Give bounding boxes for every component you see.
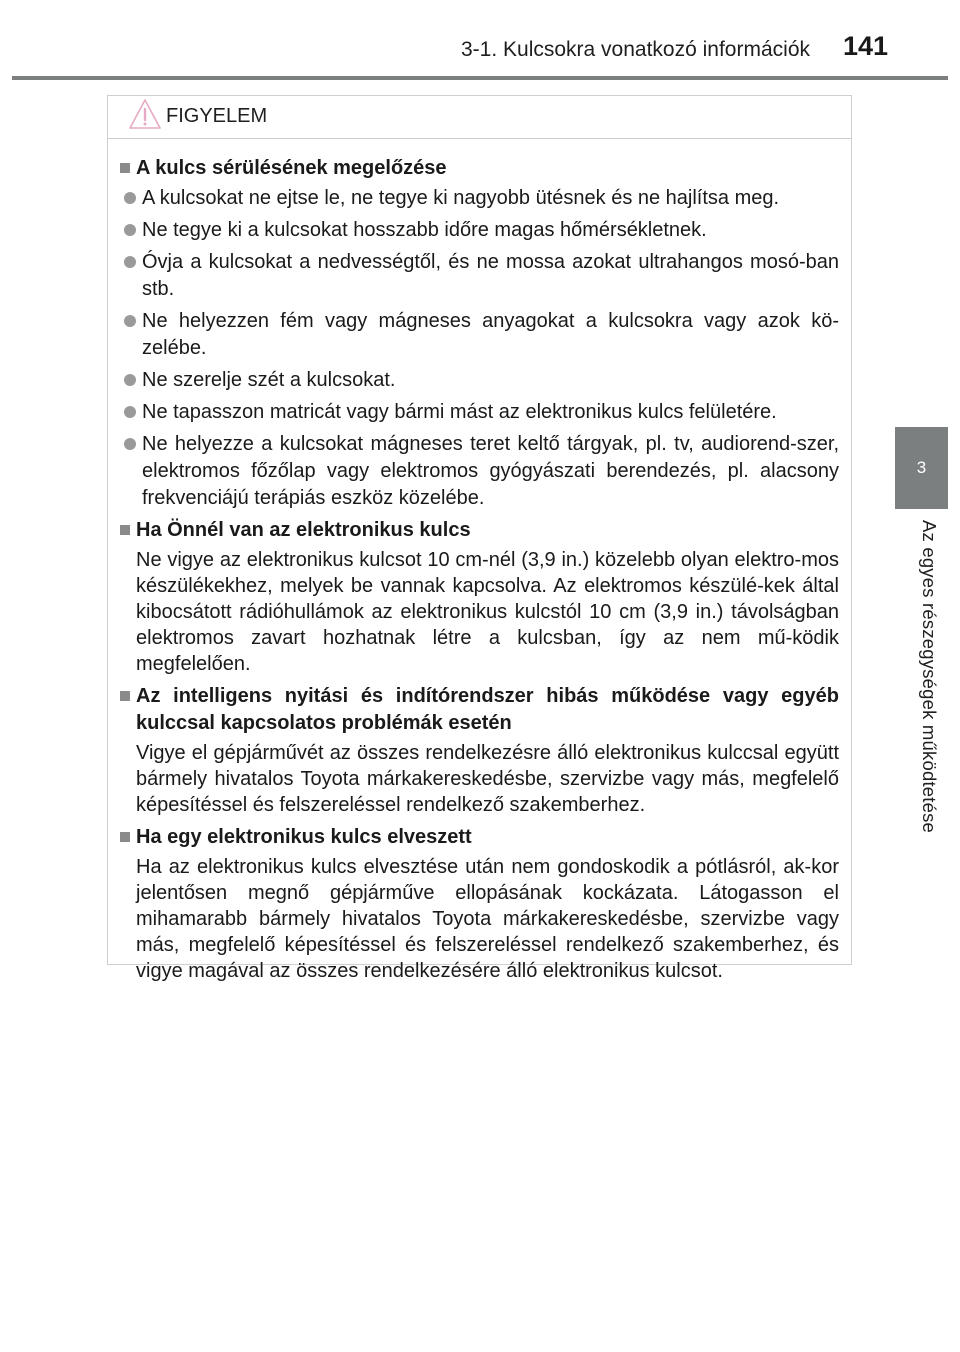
circle-bullet-icon xyxy=(124,374,136,386)
square-bullet-icon xyxy=(120,691,130,701)
list-item: Ne tapasszon matricát vagy bármi mást az elektronikus kulcs felületére. xyxy=(120,399,839,426)
warning-triangle-icon xyxy=(128,97,162,131)
square-bullet-icon xyxy=(120,163,130,173)
section-paragraph: Ne vigye az elektronikus kulcsot 10 cm-nél (3,9 in.) közelebb olyan elektro-mos készülékekhez, melyek be vannak kapcsolva. Az elektromos készülé-kek által kibocsátott rádióhullámok az elektronikus kulcstól 10 cm (3,9 in.) távolságban elektromos zavart hozhatnak létre a kulcsban, így az nem mű-ködik megfelelően. xyxy=(136,549,839,675)
list-item: Óvja a kulcsokat a nedvességtől, és ne mossa azokat ultrahangos mosó-ban stb. xyxy=(120,249,839,303)
caution-body xyxy=(108,139,851,984)
section-carrying-key xyxy=(120,517,839,677)
section-heading: Ha Önnél van az elektronikus kulcs xyxy=(120,517,839,544)
section-lost-key xyxy=(120,824,839,984)
chapter-label: Az egyes részegységek működtetése xyxy=(919,520,940,834)
section-system-malfunction xyxy=(120,683,839,818)
section-key-damage xyxy=(120,155,839,512)
chapter-number: 3 xyxy=(916,458,927,477)
caution-title: FIGYELEM xyxy=(166,105,268,127)
header-title: 3-1. Kulcsokra vonatkozó információk xyxy=(461,38,810,61)
circle-bullet-icon xyxy=(124,224,136,236)
list-item: Ne szerelje szét a kulcsokat. xyxy=(120,367,839,394)
section-heading: Ha egy elektronikus kulcs elveszett xyxy=(120,824,839,851)
square-bullet-icon xyxy=(120,525,130,535)
section-heading: Az intelligens nyitási és indítórendszer hibás működése vagy egyéb kulccsal kapcsolatos problémák esetén xyxy=(120,683,839,737)
list-item: Ne helyezzen fém vagy mágneses anyagokat a kulcsokra vagy azok kö-zelébe. xyxy=(120,308,839,362)
list-item: Ne helyezze a kulcsokat mágneses teret keltő tárgyak, pl. tv, audiorend-szer, elektromos főzőlap vagy elektromos gyógyászati berendezés, pl. alacsony frekvenciájú terápiás eszköz közelébe. xyxy=(120,431,839,512)
circle-bullet-icon xyxy=(124,406,136,418)
chapter-tab xyxy=(895,427,948,509)
circle-bullet-icon xyxy=(124,256,136,268)
section-paragraph: Vigye el gépjárművét az összes rendelkezésre álló elektronikus kulccsal együtt bármely hivatalos Toyota márkakereskedésbe, szervizbe vagy más, megfelelő képesítéssel és felszereléssel rendelkező szakemberhez. xyxy=(136,742,839,816)
header-rule xyxy=(12,76,948,80)
square-bullet-icon xyxy=(120,832,130,842)
section-paragraph: Ha az elektronikus kulcs elvesztése után nem gondoskodik a pótlásról, ak-kor jelentősen megnő gépjárműve ellopásának kockázata. Látogasson el mihamarabb bármely hivatalos Toyota márkakereskedésbe, szervizbe vagy más, megfelelő képesítéssel és felszereléssel rendelkező szakemberhez, és vigye magával az összes rendelkezésére álló elektronikus kulcsot. xyxy=(136,856,839,982)
circle-bullet-icon xyxy=(124,315,136,327)
caution-header xyxy=(108,96,851,139)
caution-box xyxy=(107,95,852,982)
section-heading: A kulcs sérülésének megelőzése xyxy=(120,155,839,182)
page-number: 141 xyxy=(842,31,888,61)
list-item: A kulcsokat ne ejtse le, ne tegye ki nagyobb ütésnek és ne hajlítsa meg. xyxy=(120,185,839,212)
circle-bullet-icon xyxy=(124,438,136,450)
circle-bullet-icon xyxy=(124,192,136,204)
list-item: Ne tegye ki a kulcsokat hosszabb időre magas hőmérsékletnek. xyxy=(120,217,839,244)
